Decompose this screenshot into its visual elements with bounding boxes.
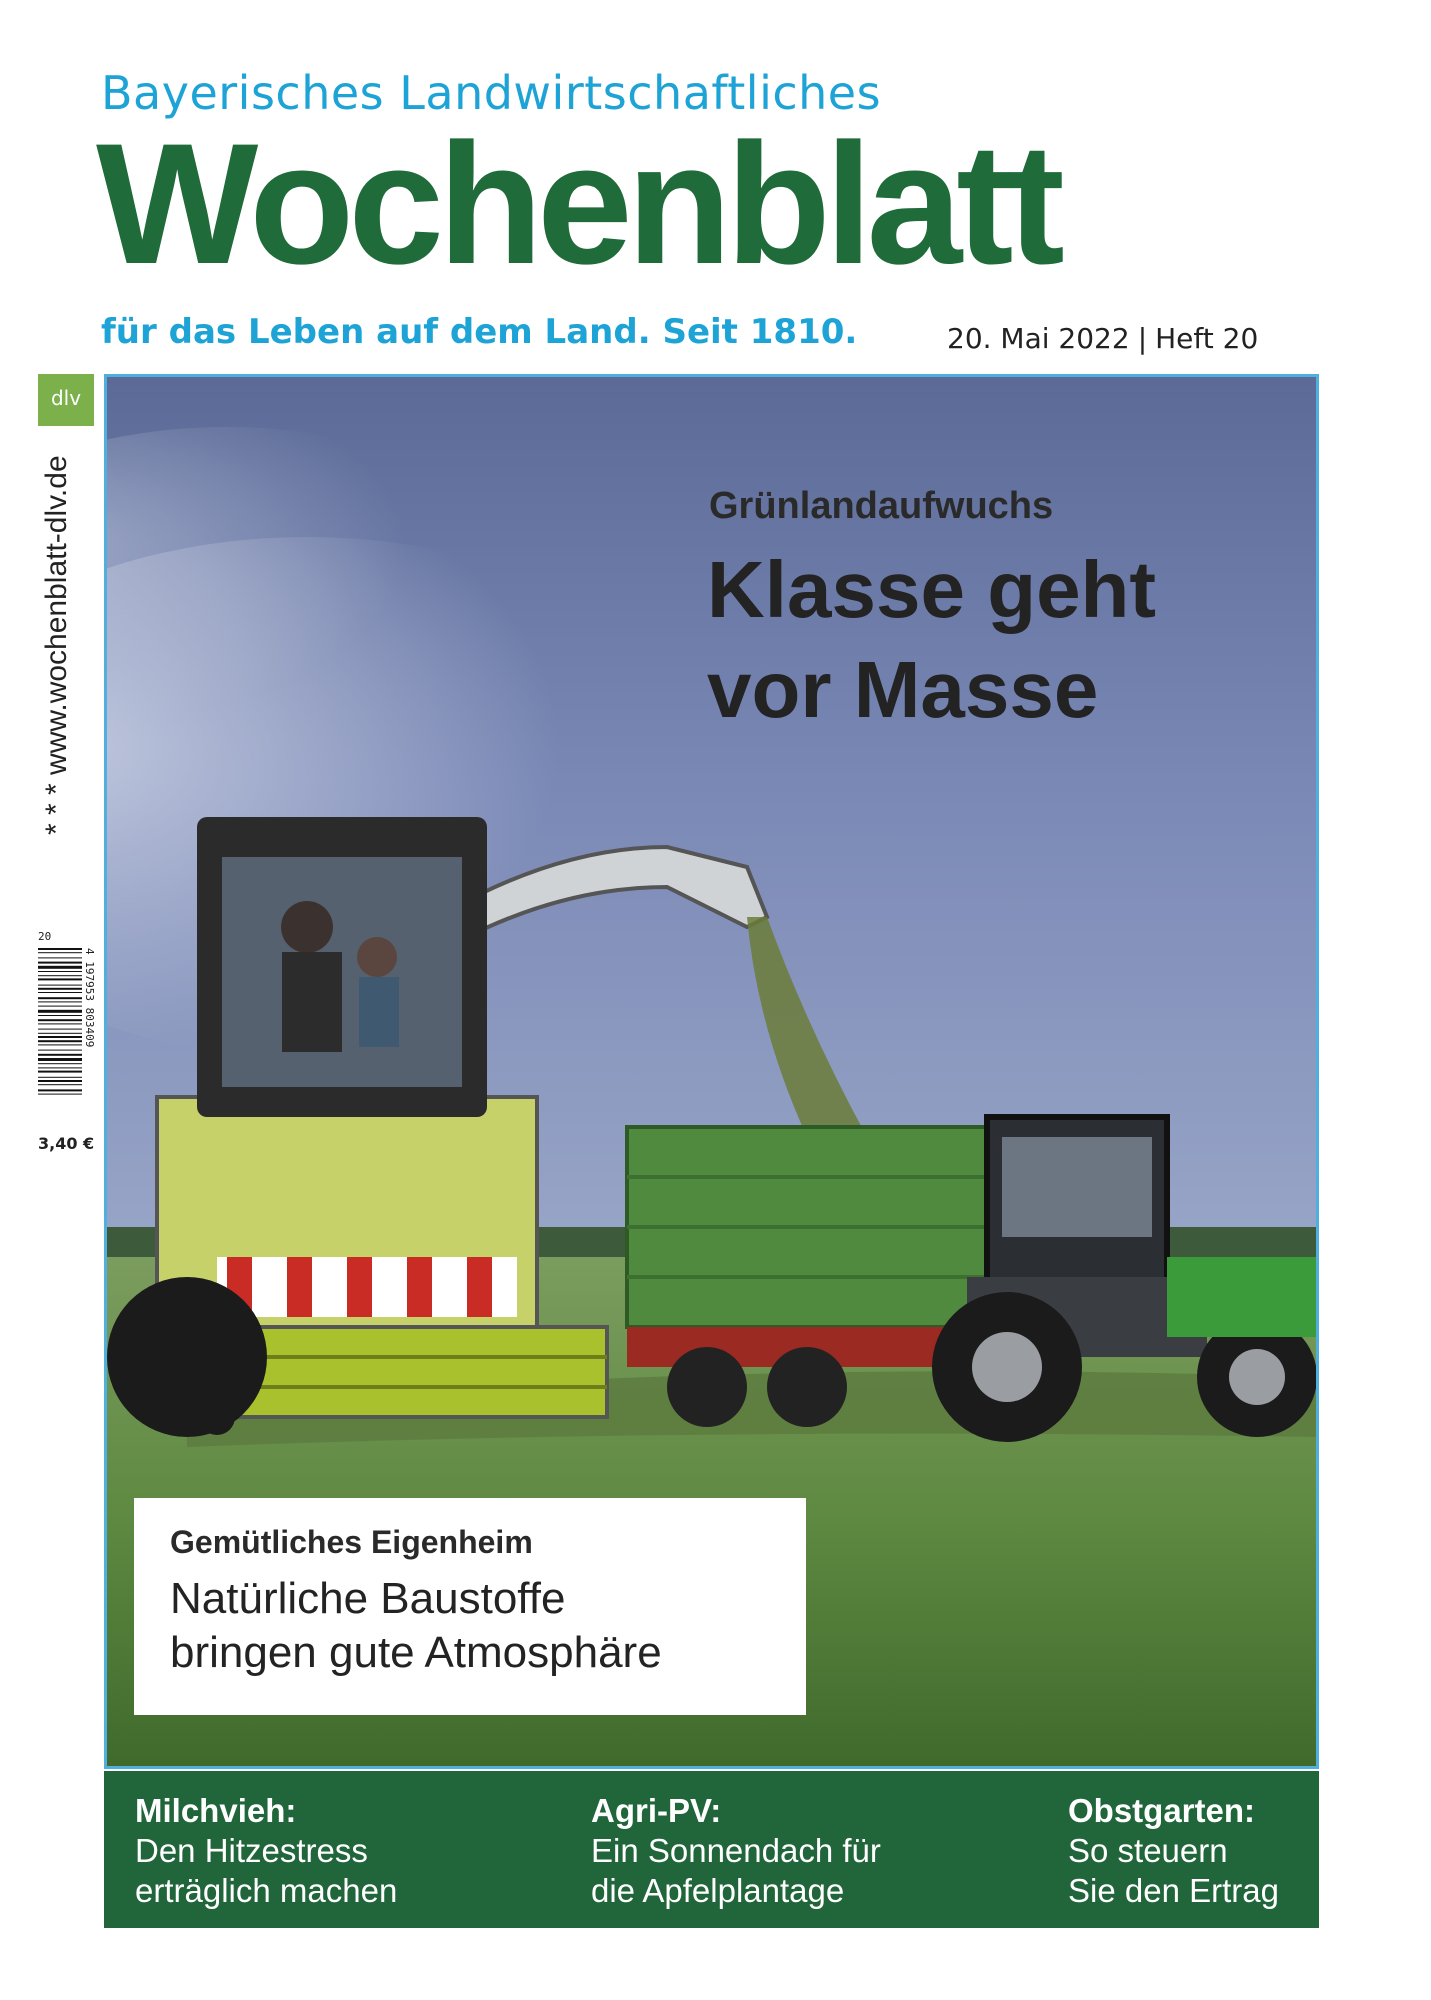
barcode-bar: [38, 1094, 82, 1095]
barcode-addon: 20: [38, 930, 52, 943]
feature-title: [170, 1572, 662, 1680]
feature-title-line-2: bringen gute Atmosphäre: [170, 1628, 662, 1677]
barcode-bar: [38, 1040, 82, 1042]
barcode-bar: [38, 1006, 82, 1007]
issue-date: 20. Mai 2022: [947, 322, 1130, 355]
masthead-wordmark: Wochenblatt: [96, 108, 1059, 300]
second-tractor: [1167, 1257, 1316, 1337]
cover-story-kicker: Grünlandaufwuchs: [709, 485, 1054, 527]
harvester-small-wheel: [199, 1399, 235, 1435]
teaser-head: Obstgarten:: [1068, 1792, 1256, 1829]
teaser-obstgarten: [1068, 1791, 1279, 1911]
cover-price: 3,40 €: [38, 1134, 95, 1153]
feature-title-line-1: Natürliche Baustoffe: [170, 1574, 566, 1623]
barcode-bar: [38, 1033, 82, 1034]
barcode-bar: [38, 1001, 82, 1002]
headline-line-2: vor Masse: [707, 645, 1099, 734]
barcode-bar: [38, 1023, 82, 1024]
issue-separator: |: [1137, 322, 1148, 355]
teaser-line: Sie den Ertrag: [1068, 1872, 1279, 1909]
teaser-line: erträglich machen: [135, 1872, 398, 1909]
barcode-bar: [38, 1089, 82, 1091]
barcode-bar: [38, 1050, 82, 1051]
barcode-bar: [38, 1036, 82, 1038]
barcode-bar: [38, 971, 82, 972]
barcode-bar: [38, 1063, 82, 1064]
teaser-head: Agri-PV:: [591, 1792, 722, 1829]
barcode-bar: [38, 962, 82, 964]
operator: [281, 901, 333, 953]
barcode-bar: [38, 1077, 82, 1078]
barcode-bar: [38, 1010, 82, 1013]
teaser-line: die Apfelplantage: [591, 1872, 845, 1909]
barcode-bar: [38, 997, 82, 999]
barcode-bar: [38, 1054, 82, 1056]
barcode-bar: [38, 957, 82, 958]
feature-box: [134, 1498, 806, 1715]
website-strip: [40, 455, 100, 925]
barcode-bar: [38, 1015, 82, 1016]
barcode-bar: [38, 1058, 82, 1061]
barcode-bar: [38, 975, 82, 976]
barcode-bar: [38, 948, 82, 950]
website-url: * * * www.wochenblatt-dlv.de: [40, 455, 73, 835]
barcode-bar: [38, 1019, 82, 1021]
cover-story-headline: [707, 540, 1156, 740]
teaser-agri-pv: [591, 1791, 881, 1911]
masthead-tagline: für das Leben auf dem Land. Seit 1810.: [101, 312, 858, 352]
teaser-band: [104, 1771, 1319, 1928]
trailer-wheel: [767, 1347, 847, 1427]
teaser-head: Milchvieh:: [135, 1792, 297, 1829]
barcode-bar: [38, 1084, 82, 1085]
barcode-text-strip: [82, 948, 96, 1098]
teaser-line: Den Hitzestress: [135, 1832, 368, 1869]
barcode-number: 4 197953 803409: [83, 948, 96, 1048]
barcode-bar: [38, 1067, 82, 1068]
headline-line-1: Klasse geht: [707, 545, 1157, 634]
masthead-top-line: Bayerisches Landwirtschaftliches: [101, 66, 882, 120]
child-passenger: [357, 937, 397, 977]
barcode-bar: [38, 1080, 82, 1082]
barcode-bar: [38, 1071, 82, 1073]
issue-number: Heft 20: [1155, 322, 1259, 355]
barcode-bar: [38, 992, 82, 993]
harvester-wheel: [107, 1277, 267, 1437]
barcode-bar: [38, 952, 82, 953]
tractor-window: [1002, 1137, 1152, 1237]
barcode-bar: [38, 1029, 82, 1030]
barcode-bar: [38, 966, 82, 969]
feature-kicker: Gemütliches Eigenheim: [170, 1524, 533, 1560]
barcode-bar: [38, 1044, 82, 1045]
teaser-line: So steuern: [1068, 1832, 1228, 1869]
barcode-bar: [38, 988, 82, 990]
dlv-logo: dlv: [38, 374, 94, 426]
barcode-bar: [38, 985, 82, 986]
barcode-bar: [38, 978, 82, 980]
teaser-milchvieh: [135, 1791, 397, 1911]
issue-info: [947, 322, 1258, 355]
teaser-line: Ein Sonnendach für: [591, 1832, 881, 1869]
trailer-wheel: [667, 1347, 747, 1427]
